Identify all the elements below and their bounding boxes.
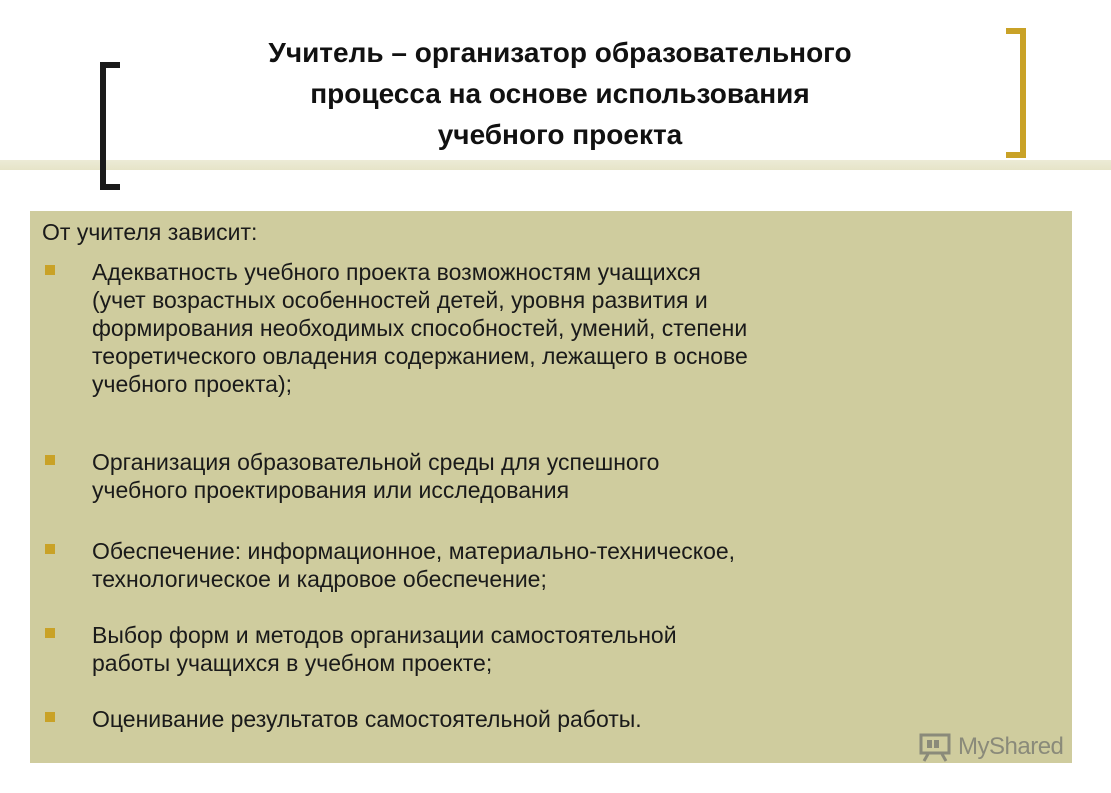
bullet-line: учебного проекта); bbox=[92, 371, 293, 397]
bullet-line: технологическое и кадровое обеспечение; bbox=[92, 566, 547, 592]
bullet-line: Оценивание результатов самостоятельной работы. bbox=[92, 706, 642, 732]
bullet-item bbox=[92, 258, 1052, 398]
bullet-line: Обеспечение: информационное, материально-техническое, bbox=[92, 538, 736, 564]
right-bracket-decoration bbox=[1006, 28, 1026, 158]
bullet-line: (учет возрастных особенностей детей, уровня развития и bbox=[92, 287, 708, 313]
bullet-item bbox=[92, 705, 1052, 733]
bullet-item bbox=[92, 621, 1052, 677]
bullet-item bbox=[92, 448, 1052, 504]
slide-title bbox=[150, 32, 970, 155]
left-bracket-decoration bbox=[100, 62, 120, 190]
header-band bbox=[0, 160, 1111, 170]
bullet-line: теоретического овладения содержанием, лежащего в основе bbox=[92, 343, 748, 369]
bullet-line: Адекватность учебного проекта возможностям учащихся bbox=[92, 259, 701, 285]
bullet-marker bbox=[45, 628, 55, 638]
bullet-line: учебного проектирования или исследования bbox=[92, 477, 570, 503]
projector-board-icon bbox=[918, 732, 952, 762]
bullet-line: Выбор форм и методов организации самостоятельной bbox=[92, 622, 677, 648]
bullet-marker bbox=[45, 455, 55, 465]
watermark bbox=[918, 729, 1063, 765]
title-line: учебного проекта bbox=[437, 119, 683, 150]
bullet-line: Организация образовательной среды для успешного bbox=[92, 449, 660, 475]
intro-text: От учителя зависит: bbox=[42, 219, 258, 245]
title-line: Учитель – организатор образовательного bbox=[268, 37, 852, 68]
bullet-marker bbox=[45, 544, 55, 554]
bullet-line: работы учащихся в учебном проекте; bbox=[92, 650, 493, 676]
bullet-line: формирования необходимых способностей, умений, степени bbox=[92, 315, 748, 341]
bullet-marker bbox=[45, 712, 55, 722]
title-line: процесса на основе использования bbox=[310, 78, 810, 109]
watermark-text: MyShared bbox=[958, 733, 1064, 760]
bullet-marker bbox=[45, 265, 55, 275]
bullet-item bbox=[92, 537, 1052, 593]
